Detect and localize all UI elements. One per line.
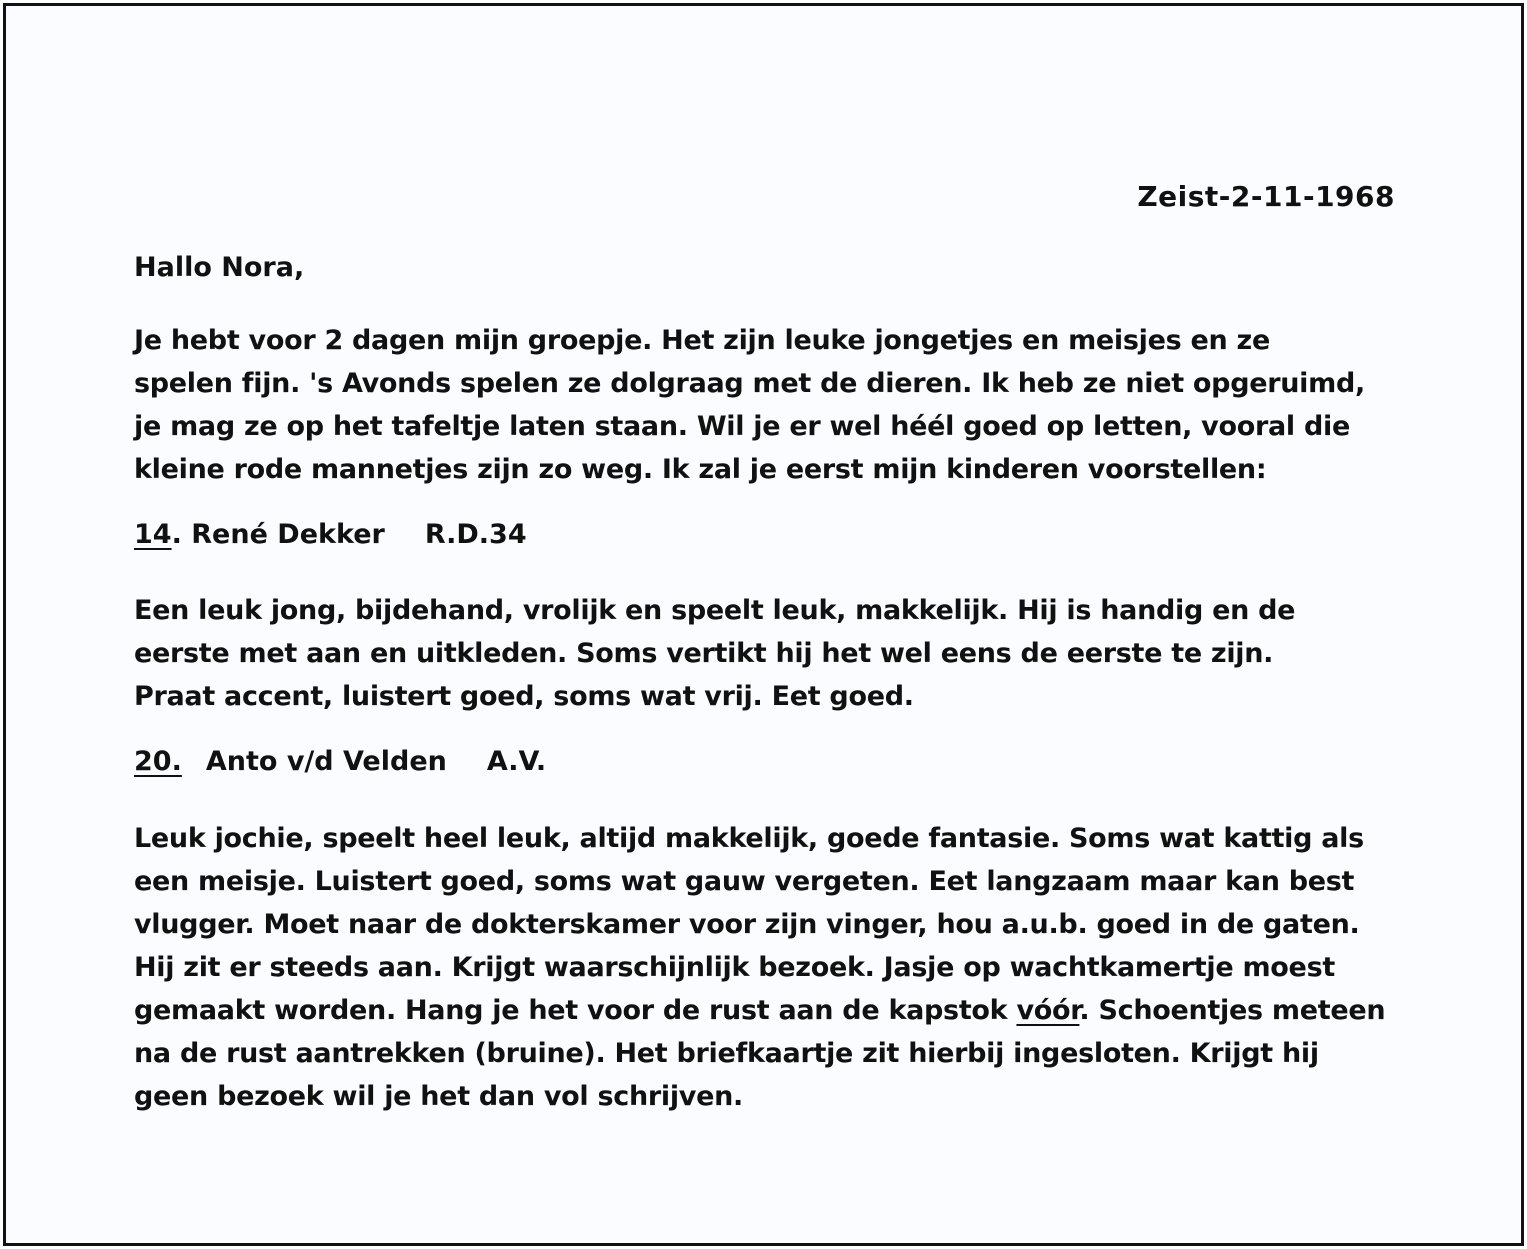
child-name: Anto v/d Velden xyxy=(205,746,447,777)
child-code: R.D.34 xyxy=(424,519,527,550)
intro-line: kleine rode mannetjes zijn zo weg. Ik zal je eerst mijn kinderen voorstellen: xyxy=(134,454,1267,485)
underlined-word: vóór xyxy=(1016,995,1080,1026)
intro-line: je mag ze op het tafeltje laten staan. Wil je er wel héél goed op letten, vooral die xyxy=(134,411,1350,442)
child-number-suffix: . xyxy=(171,519,182,550)
letter-date: Zeist-2-11-1968 xyxy=(1137,180,1395,213)
child-description xyxy=(134,817,1434,1118)
description-line xyxy=(134,989,1434,1032)
child-name: René Dekker xyxy=(191,519,385,550)
description-line: Hij zit er steeds aan. Krijgt waarschijnlijk bezoek. Jasje op wachtkamertje moest xyxy=(134,952,1335,983)
description-line: eerste met aan en uitkleden. Soms vertikt hij het wel eens de eerste te zijn. xyxy=(134,638,1274,669)
description-line: Leuk jochie, speelt heel leuk, altijd makkelijk, goede fantasie. Soms wat kattig als xyxy=(134,823,1364,854)
child-code: A.V. xyxy=(486,746,547,777)
description-text: gemaakt worden. Hang je het voor de rust aan de kapstok xyxy=(134,995,1017,1026)
letter-page xyxy=(3,3,1524,1246)
child-number: 20. xyxy=(134,746,182,777)
child-heading xyxy=(134,746,546,777)
intro-paragraph xyxy=(134,319,1434,491)
salutation: Hallo Nora, xyxy=(134,252,305,283)
description-text: . Schoentjes meteen xyxy=(1079,995,1386,1026)
description-line: een meisje. Luistert goed, soms wat gauw vergeten. Eet langzaam maar kan best xyxy=(134,866,1355,897)
child-number: 14 xyxy=(134,519,172,550)
description-line: vlugger. Moet naar de dokterskamer voor zijn vinger, hou a.u.b. goed in de gaten. xyxy=(134,909,1360,940)
description-line: na de rust aantrekken (bruine). Het briefkaartje zit hierbij ingesloten. Krijgt hij xyxy=(134,1038,1319,1069)
child-heading xyxy=(134,519,527,550)
intro-line: spelen fijn. 's Avonds spelen ze dolgraag met de dieren. Ik heb ze niet opgeruimd, xyxy=(134,368,1365,399)
description-line: geen bezoek wil je het dan vol schrijven. xyxy=(134,1081,743,1112)
intro-line: Je hebt voor 2 dagen mijn groepje. Het zijn leuke jongetjes en meisjes en ze xyxy=(134,325,1270,356)
description-line: Een leuk jong, bijdehand, vrolijk en speelt leuk, makkelijk. Hij is handig en de xyxy=(134,595,1296,626)
description-line: Praat accent, luistert goed, soms wat vrij. Eet goed. xyxy=(134,681,914,712)
child-description xyxy=(134,589,1434,718)
